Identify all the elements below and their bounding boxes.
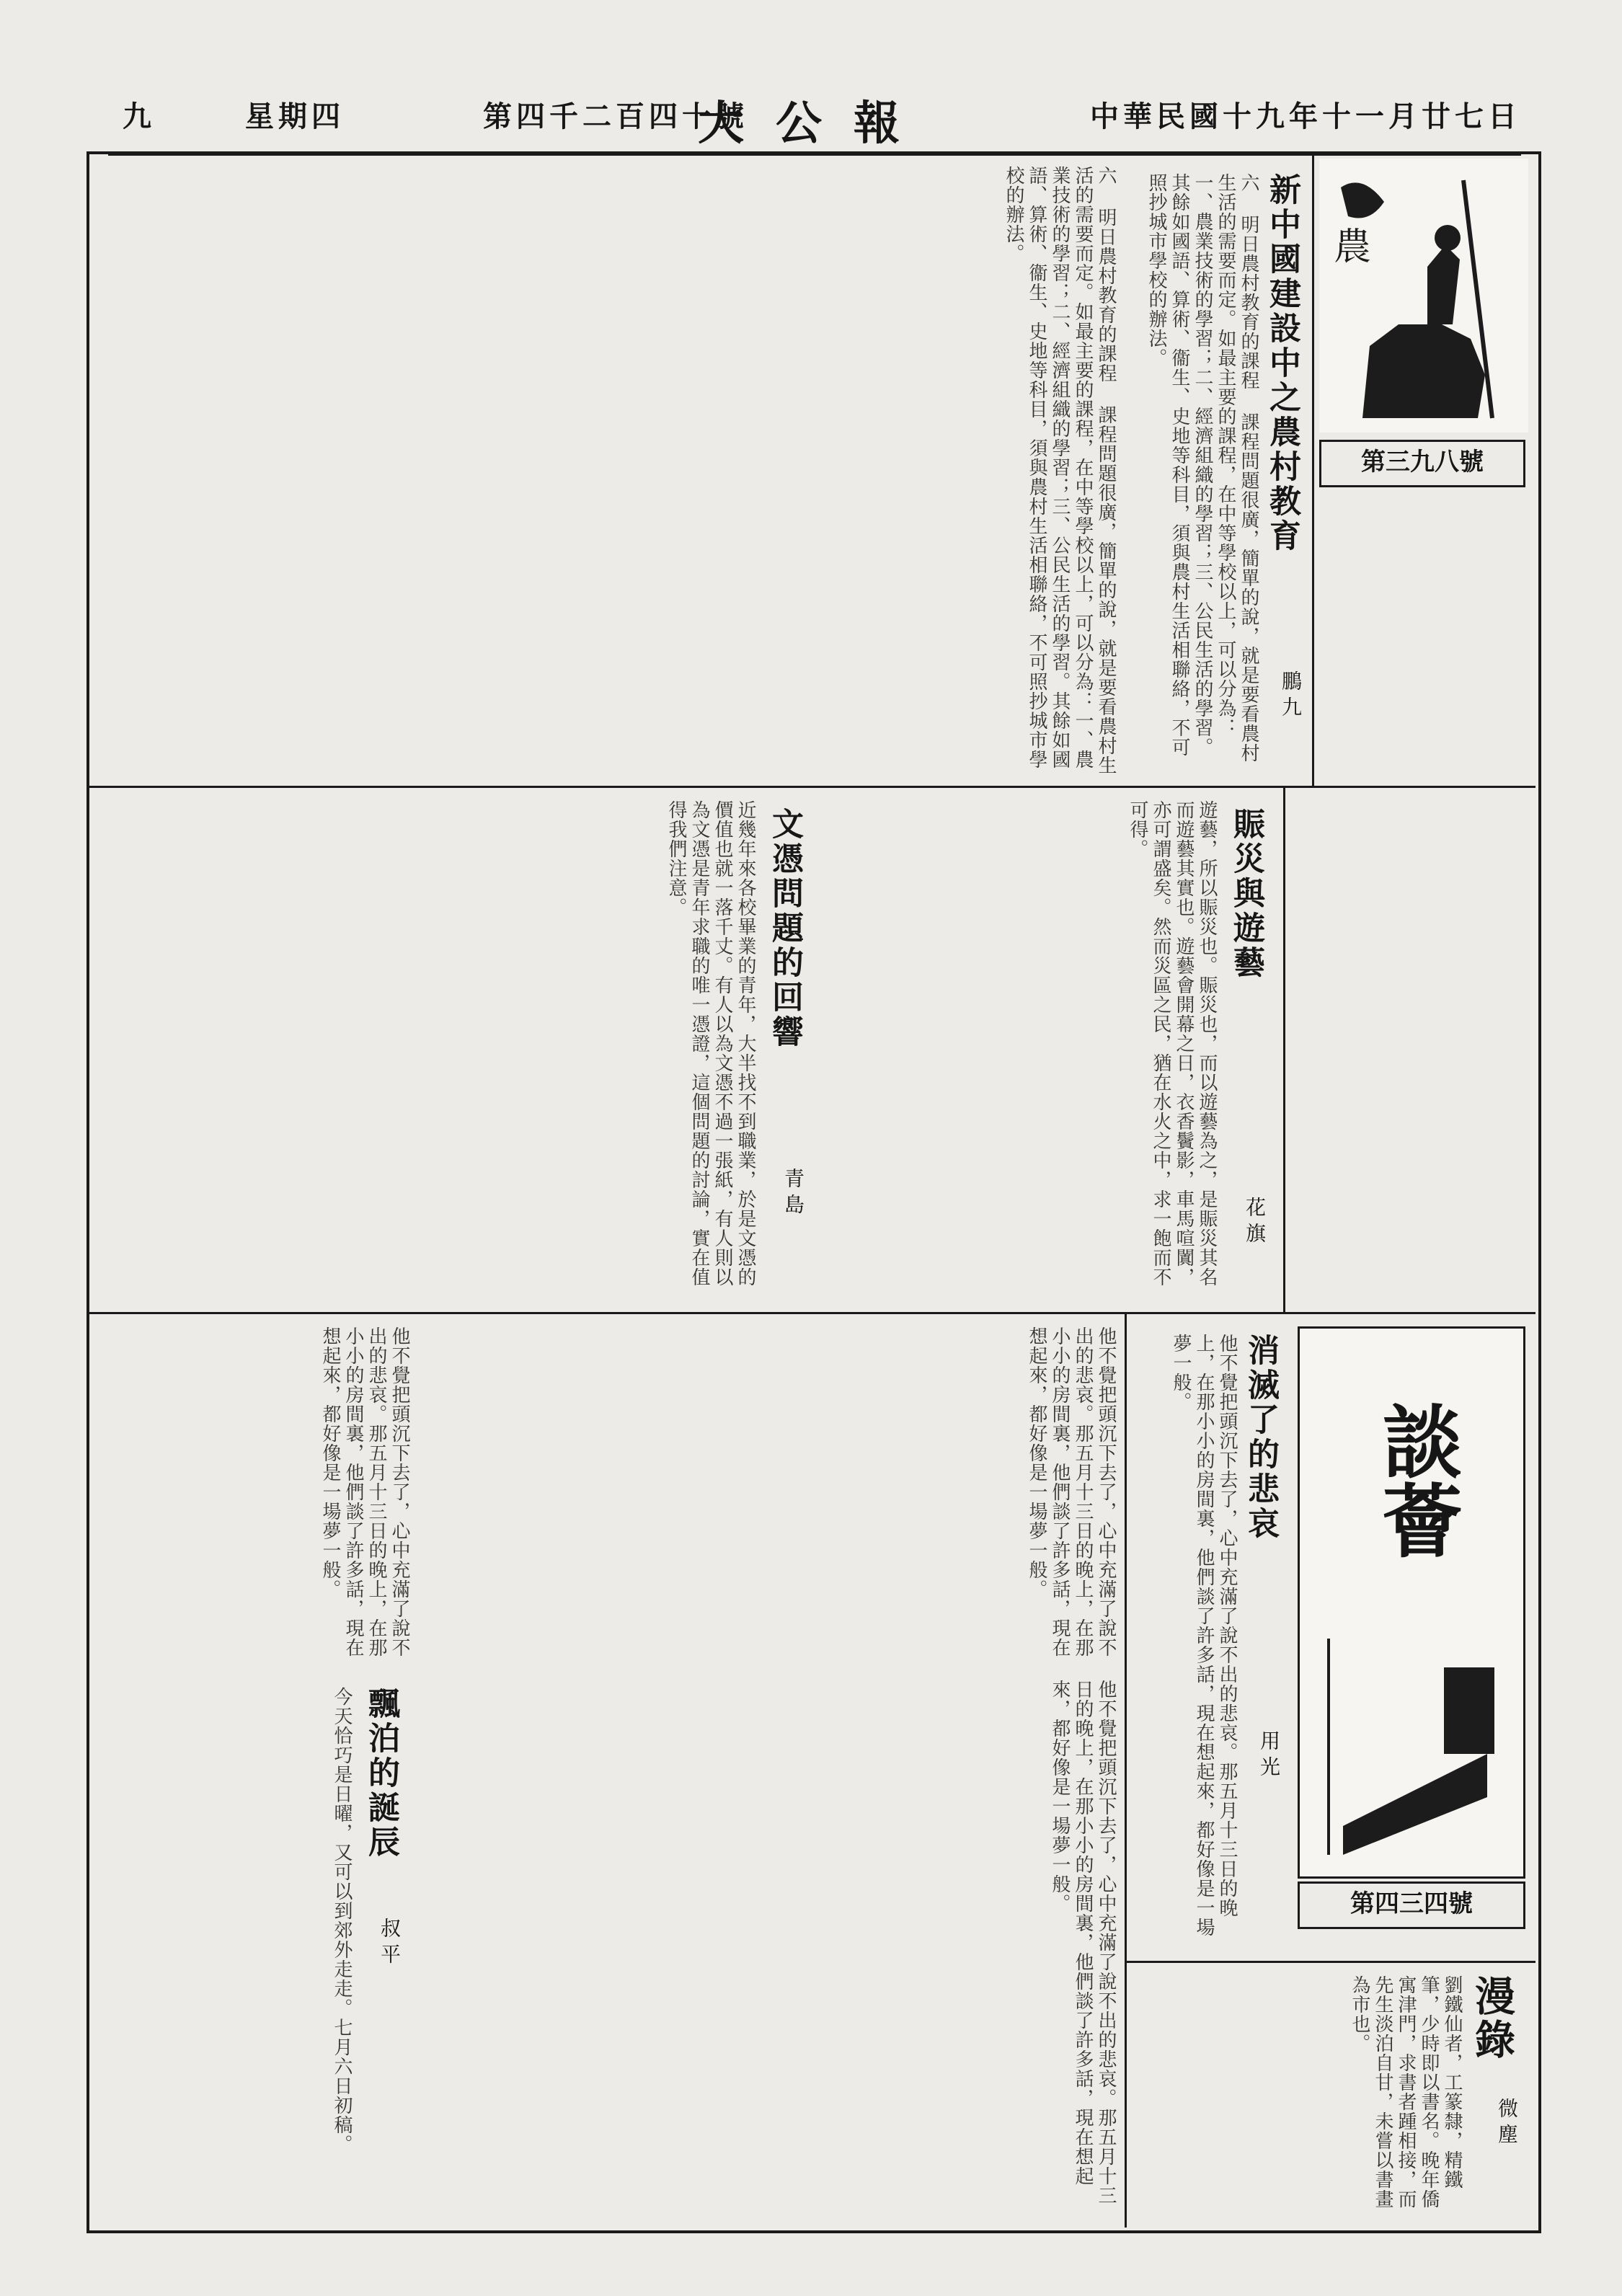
article-body: 遊藝，所以賑災也。賑災也，而以遊藝為之，是賑災其名而遊藝其實也。遊藝會開幕之日，衣香鬢影，車馬喧闐，亦可謂盛矣。然而災區之民，猶在水火之中，求一飽而不可得。 [1127, 800, 1218, 1287]
masthead-date: 中華民國十九年十一月廿七日 [1090, 99, 1521, 133]
article-title: 飄泊的誕辰 [363, 1687, 399, 1860]
divider [1125, 1961, 1535, 1963]
weekday: 星期四 [245, 99, 345, 133]
article-body: 他不覺把頭沉下去了，心中充滿了說不出的悲哀。那五月十三日的晚上，在那小小的房間裏，他們談了許多話，現在想起來，都好像是一場夢一般。 [1170, 1334, 1238, 1937]
desk-illustration [1300, 1610, 1523, 1869]
horse-rider-illustration [1319, 159, 1528, 433]
article-body: 劉鐵仙者，工篆隸，精鐵筆，少時即以書名。晚年僑寓津門，求書者踵相接，而先生淡泊自甘，未嘗以書畫為市也。 [1349, 1975, 1463, 2209]
rural-logo [1319, 159, 1528, 433]
divider [1283, 786, 1285, 1312]
article-vanished-sorrow [1139, 1326, 1283, 1954]
page-number: 九 [123, 99, 156, 133]
divider [87, 786, 1535, 788]
article-title: 賑災與遊藝 [1228, 807, 1264, 980]
article-rural-education [1132, 166, 1305, 771]
divider [87, 1312, 1535, 1314]
badge-top: 第三九八號 [1319, 440, 1525, 487]
article-body: 今天恰巧是日曜，又可以到郊外走走。七月六日初稿。 [331, 1687, 353, 2154]
article-body-continued: 六 明日農村教育的課程 課程問題很廣，簡單的說，就是要看農村生活的需要而定。如最主要的課程，在中等學校以上，可以分為：一、農業技術的學習；二、經濟組織的學習；三、公民生活的學習。其餘如國語、算術、衞生、史地等科目，須與農村生活相聯絡，不可照抄城市學校的辦法。 [1003, 166, 1117, 775]
badge-mid: 第四三四號 [1298, 1881, 1525, 1929]
chat-section-box [1298, 1326, 1525, 1879]
article-title: 新中國建設中之農村教育 [1264, 173, 1300, 554]
article-author: 叔平 [378, 1918, 402, 1969]
logo-text: 農 [1334, 226, 1372, 269]
article-title: 漫錄 [1468, 1975, 1516, 2062]
article-wandering-birthday [101, 1680, 411, 2213]
article-author: 用光 [1257, 1730, 1281, 1782]
article-manlu [1132, 1968, 1528, 2220]
article-author: 鵬九 [1279, 670, 1303, 722]
article-author: 微塵 [1495, 2098, 1519, 2150]
section-title: 談薈 [1370, 1401, 1463, 1559]
article-diploma [101, 793, 815, 1305]
divider [1312, 151, 1314, 786]
article-body-continued: 他不覺把頭沉下去了，心中充滿了說不出的悲哀。那五月十三日的晚上，在那小小的房間裏，他們談了許多話，現在想起來，都好像是一場夢一般。 [1049, 1680, 1117, 2205]
issue-number: 第四千二百四十號 [483, 99, 748, 133]
article-relief-entertainment [822, 793, 1276, 1305]
article-author: 花旗 [1243, 1197, 1267, 1249]
divider [1125, 1312, 1127, 2228]
article-title: 文憑問題的回響 [766, 807, 803, 1050]
article-body-continued: 他不覺把頭沉下去了，心中充滿了說不出的悲哀。那五月十三日的晚上，在那小小的房間裏，他們談了許多話，現在想起來，都好像是一場夢一般。 [319, 1326, 410, 1657]
article-body-continued: 他不覺把頭沉下去了，心中充滿了說不出的悲哀。那五月十三日的晚上，在那小小的房間裏，他們談了許多話，現在想起來，都好像是一場夢一般。 [1026, 1326, 1117, 1657]
masthead [108, 87, 1521, 156]
article-author: 青島 [781, 1168, 805, 1220]
article-body: 近幾年來各校畢業的青年，大半找不到職業，於是文憑的價值也就一落千丈。有人以為文憑不過一張紙，有人則以為文憑是青年求職的唯一憑證，這個問題的討論，實在值得我們注意。 [665, 800, 756, 1287]
article-body: 六 明日農村教育的課程 課程問題很廣，簡單的說，就是要看農村生活的需要而定。如最主要的課程，在中等學校以上，可以分為：一、農業技術的學習；二、經濟組織的學習；三、公民生活的學習。其餘如國語、算術、衞生、史地等科目，須與農村生活相聯絡，不可照抄城市學校的辦法。 [1145, 173, 1259, 763]
article-title: 消滅了的悲哀 [1242, 1334, 1279, 1541]
newspaper-name: 大公報 [698, 97, 931, 151]
